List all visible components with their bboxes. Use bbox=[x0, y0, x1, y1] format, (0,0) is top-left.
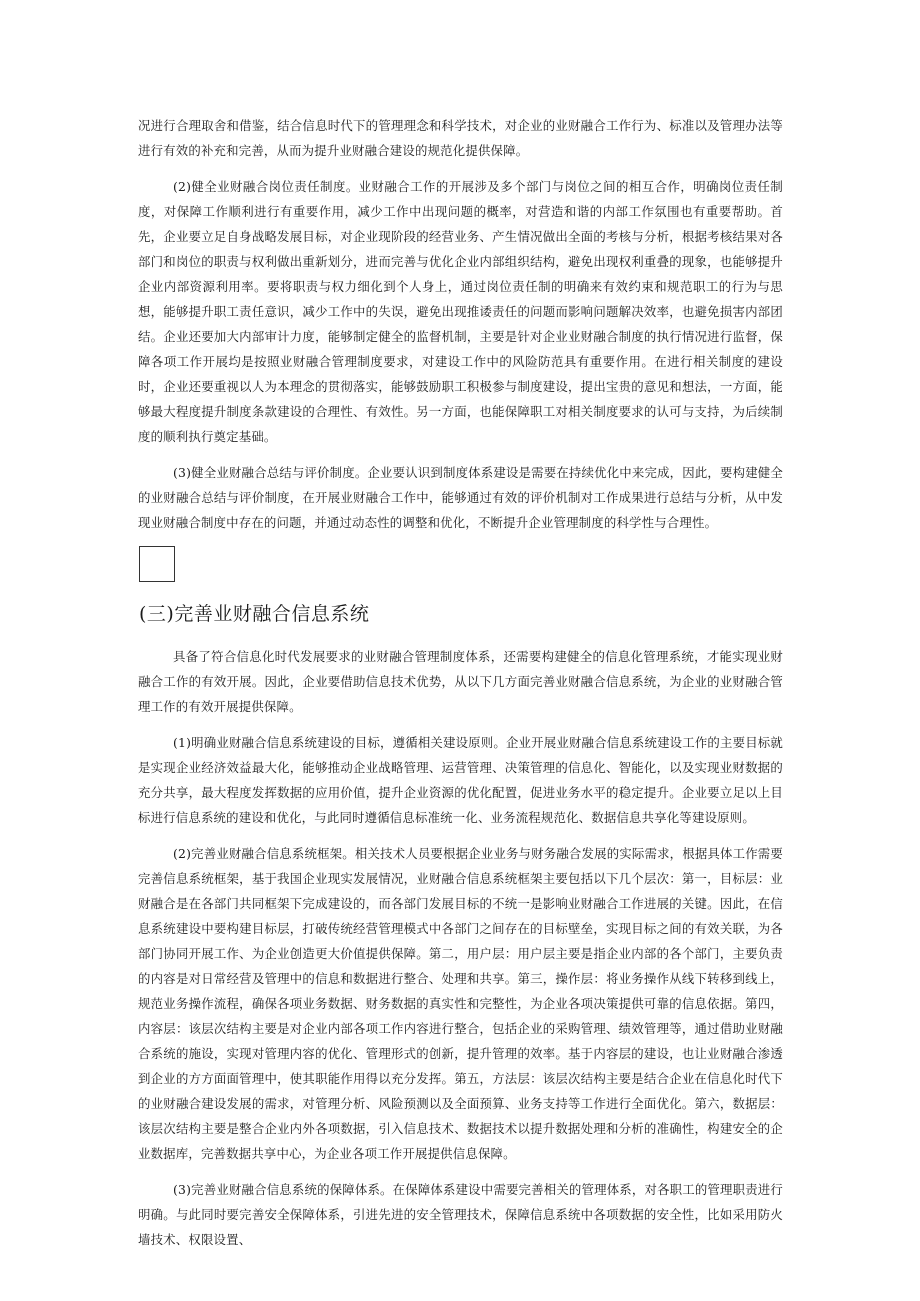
paragraph-job-responsibility: (2)健全业财融合岗位责任制度。业财融合工作的开展涉及多个部门与岗位之间的相互合作，明确岗位责任制度，对保障工作顺利进行有重要作用，减少工作中出现问题的概率，对营造和谐的内部工作氛围也有重要帮助。首先，企业要立足自身战略发展目标，对企业现阶段的经营业务、产生情况做出全面的考核与分析，根据考核结果对各部门和岗位的职责与权利做出重新划分，进而完善与优化企业内部组织结构，避免出现权利重叠的现象，也能够提升企业内部资源利用率。要将职责与权力细化到个人身上，通过岗位责任制的明确来有效约束和规范职工的行为与思想，能够提升职工责任意识，减少工作中的失误，避免出现推诿责任的问题而影响问题解决效率，也避免损害内部团结。企业还要加大内部审计力度，能够制定健全的监督机制，主要是针对企业业财融合制度的执行情况进行监督，保障各项工作开展均是按照业财融合管理制度要求，对建设工作中的风险防范具有重要作用。在进行相关制度的建设时，企业还要重视以人为本理念的贯彻落实，能够鼓励职工积极参与制度建设，提出宝贵的意见和想法，一方面，能够最大程度提升制度条款建设的合理性、有效性。另一方面，也能保障职工对相关制度要求的认可与支持，为后续制度的顺利执行奠定基础。 bbox=[138, 179, 783, 444]
paragraph-security-system: (3)完善业财融合信息系统的保障体系。在保障体系建设中需要完善相关的管理体系，对各职工的管理职责进行明确。与此同时要完善安全保障体系，引进先进的安全管理技术，保障信息系统中各项数据的安全性，比如采用防火墙技术、权限设置、 bbox=[138, 1182, 783, 1247]
empty-figure-placeholder bbox=[139, 546, 175, 582]
paragraph-summary-evaluation: (3)健全业财融合总结与评价制度。企业要认识到制度体系建设是需要在持续优化中来完成，因此，要构建健全的业财融合总结与评价制度，在开展业财融合工作中，能够通过有效的评价机制对工作成果进行总结与分析，从中发现业财融合制度中存在的问题，并通过动态性的调整和优化，不断提升企业管理制度的科学性与合理性。 bbox=[138, 465, 783, 530]
paragraph-continuation: 况进行合理取舍和借鉴，结合信息时代下的管理理念和科学技术，对企业的业财融合工作行为、标准以及管理办法等进行有效的补充和完善，从而为提升业财融合建设的规范化提供保障。 bbox=[138, 118, 783, 158]
paragraph-system-framework: (2)完善业财融合信息系统框架。相关技术人员要根据企业业务与财务融合发展的实际需求，根据具体工作需要完善信息系统框架，基于我国企业现实发展情况，业财融合信息系统框架主要包括以下几个层次：第一，目标层：业财融合是在各部门共同框架下完成建设的，而各部门发展目标的不统一是影响业财融合工作进展的关键。因此，在信息系统建设中要构建目标层，打破传统经营管理模式中各部门之间存在的目标壁垒，实现目标之间的有效关联，为各部门协同开展工作、为企业创造更大价值提供保障。第二，用户层：用户层主要是指企业内部的各个部门，主要负责的内容是对日常经营及管理中的信息和数据进行整合、处理和共享。第三，操作层：将业务操作从线下转移到线上，规范业务操作流程，确保各项业务数据、财务数据的真实性和完整性，为企业各项决策提供可靠的信息依据。第四，内容层：该层次结构主要是对企业内部各项工作内容进行整合，包括企业的采购管理、绩效管理等，通过借助业财融合系统的施设，实现对管理内容的优化、管理形式的创新，提升管理的效率。基于内容层的建设，也让业财融合渗透到企业的方方面面管理中，使其职能作用得以充分发挥。第五，方法层：该层次结构主要是结合企业在信息化时代下的业财融合建设发展的需求，对管理分析、风险预测以及全面预算、业务支持等工作进行全面优化。第六，数据层：该层次结构主要是整合企业内外各项数据，引入信息技术、数据技术以提升数据处理和分析的准确性，构建安全的企业数据库，完善数据共享中心，为企业各项工作开展提供信息保障。 bbox=[138, 846, 783, 1161]
paragraph-system-goal: (1)明确业财融合信息系统建设的目标，遵循相关建设原则。企业开展业财融合信息系统建设工作的主要目标就是实现企业经济效益最大化，能够推动企业战略管理、运营管理、决策管理的信息化、智能化，以及实现业财数据的充分共享，最大程度发挥数据的应用价值，提升企业资源的优化配置，促进业务水平的稳定提升。企业要立足以上目标进行信息系统的建设和优化，与此同时遵循信息标准统一化、业务流程规范化、数据信息共享化等建设原则。 bbox=[138, 735, 783, 825]
paragraph-intro: 具备了符合信息化时代发展要求的业财融合管理制度体系，还需要构建健全的信息化管理系统，才能实现业财融合工作的有效开展。因此，企业要借助信息技术优势，从以下几方面完善业财融合信息系统，为企业的业财融合管理工作的有效开展提供保障。 bbox=[138, 649, 783, 714]
section-heading: (三)完善业财融合信息系统 bbox=[139, 603, 370, 625]
document-body bbox=[138, 113, 783, 1263]
